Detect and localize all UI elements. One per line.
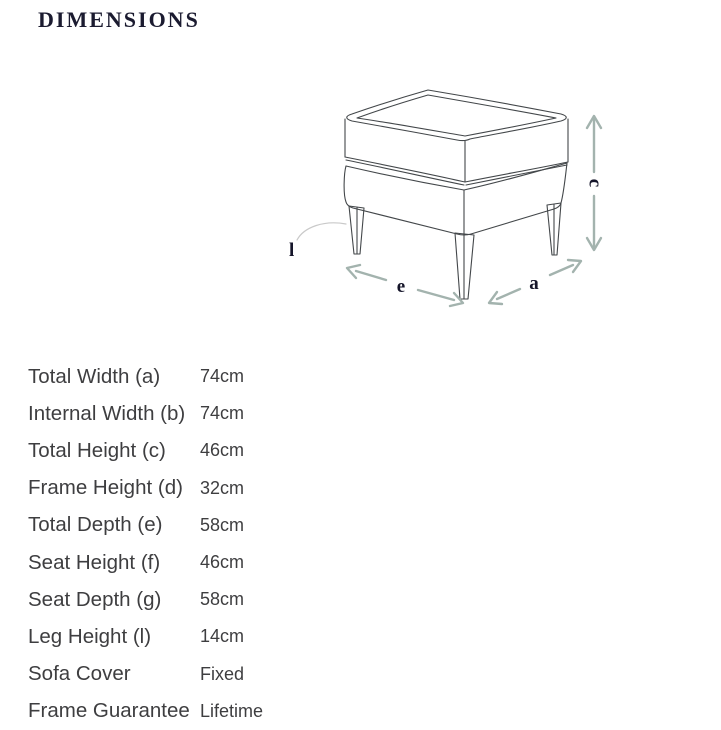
table-row xyxy=(28,470,458,507)
table-row xyxy=(28,432,458,469)
table-row xyxy=(28,693,458,730)
table-row xyxy=(28,656,458,693)
table-row xyxy=(28,544,458,581)
dimension-value: 46cm xyxy=(200,552,245,573)
dimension-value: 14cm xyxy=(200,626,245,647)
dimension-value: 58cm xyxy=(200,514,245,535)
leg-pointer-line xyxy=(297,223,346,240)
table-row xyxy=(28,358,458,395)
width-label: a xyxy=(529,273,539,294)
dimension-label: Frame Guarantee xyxy=(28,699,190,723)
dimension-label: Total Depth (e) xyxy=(28,513,163,537)
table-row xyxy=(28,507,458,544)
table-row xyxy=(28,581,458,618)
footstool-dimension-diagram xyxy=(280,78,620,318)
dimension-label: Seat Height (f) xyxy=(28,550,161,574)
height-label: c xyxy=(584,178,606,188)
table-row xyxy=(28,395,458,432)
dimension-label: Frame Height (d) xyxy=(28,476,183,500)
dimension-label: Leg Height (l) xyxy=(28,624,152,648)
dimension-label: Seat Depth (g) xyxy=(28,587,162,611)
dimension-label: Sofa Cover xyxy=(28,662,131,686)
dimension-value: 46cm xyxy=(200,440,245,461)
page-title: DIMENSIONS xyxy=(38,7,200,32)
footstool-base xyxy=(344,163,567,235)
dimension-label: Total Width (a) xyxy=(28,364,161,388)
leg-label: l xyxy=(289,240,295,261)
dimension-value: Lifetime xyxy=(200,700,264,721)
dimension-label: Total Height (c) xyxy=(28,438,166,462)
dimension-label: Internal Width (b) xyxy=(28,401,186,425)
dimensions-table xyxy=(28,358,458,730)
dimension-value: 32cm xyxy=(200,477,245,498)
table-row xyxy=(28,618,458,655)
dimension-value: 74cm xyxy=(200,366,245,387)
footstool-cushion xyxy=(345,90,568,185)
footstool-line-drawing xyxy=(280,78,620,318)
dimension-value: 58cm xyxy=(200,589,245,610)
dimension-value: 74cm xyxy=(200,403,245,424)
dimension-value: Fixed xyxy=(200,663,245,684)
depth-label: e xyxy=(396,276,406,297)
